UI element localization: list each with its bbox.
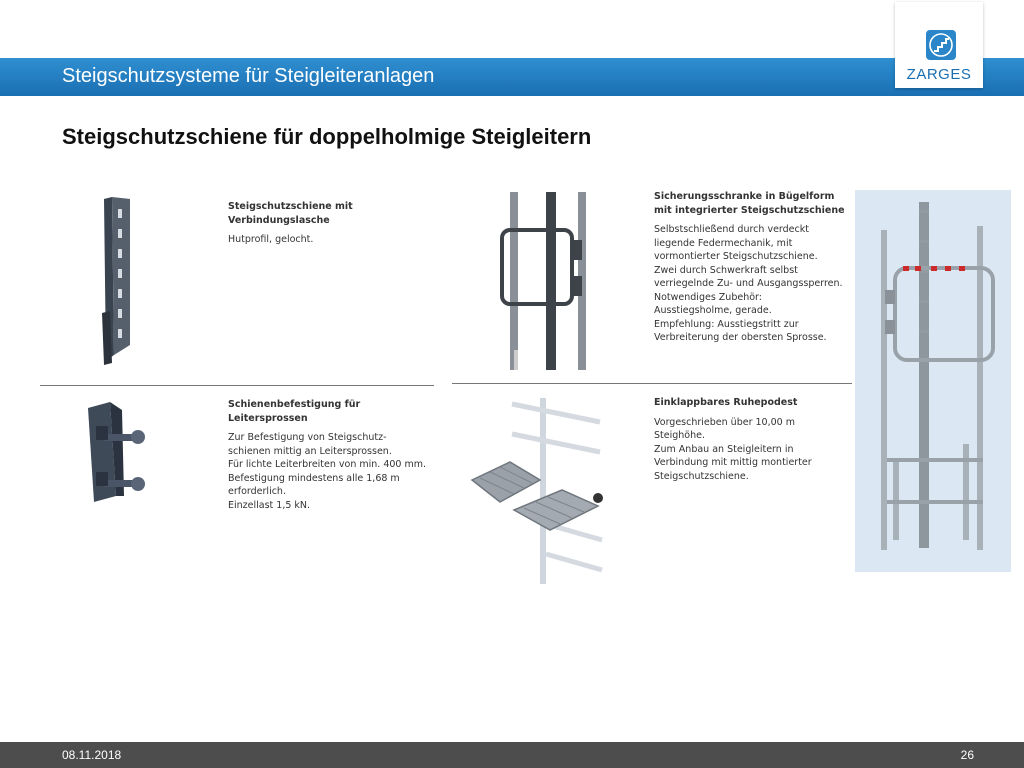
- bracket-product-image: [82, 400, 146, 504]
- zarges-logo-icon: [926, 30, 956, 60]
- product-text-rail: [228, 200, 448, 247]
- product-description: Hutprofil, gelocht.: [228, 234, 314, 245]
- product-description: Zur Befestigung von Steigschutz- schienen mittig an Leitersprossen. Für lichte Leiterbreiten von min. 400 mm. Befestigung mindestens alle 1,68 m erforderlich. Einzellast 1,5 kN.: [228, 432, 427, 511]
- zarges-logo: [895, 2, 983, 88]
- product-heading: Sicherungsschranke in Bügelform mit integrierter Steigschutzschiene: [654, 191, 845, 216]
- logo-wordmark: ZARGES: [906, 66, 972, 83]
- product-text-gate: [654, 190, 854, 345]
- platform-product-image: [466, 398, 616, 588]
- divider-left: [40, 385, 434, 386]
- product-heading: Einklappbares Ruhepodest: [654, 397, 798, 408]
- product-description: Selbstschließend durch verdeckt liegende Federmechanik, mit vormontierter Steigschutzschiene. Zwei durch Schwerkraft selbst verriegelnde Zu- und Ausgangssperren. Notwendiges Zubehör: Ausstiegsholme, gerade. Empfehlung: Ausstiegstritt zur Verbreiterung der obersten Sprosse.: [654, 224, 843, 343]
- product-description: Vorgeschrieben über 10,00 m Steighöhe. Zum Anbau an Steigleitern in Verbindung mit mittig montierter Steigschutzschiene.: [654, 416, 812, 482]
- ladder-system-image: [855, 190, 1011, 572]
- footer-bar: [0, 742, 1024, 768]
- product-text-bracket: [228, 398, 448, 512]
- footer-date: 08.11.2018: [62, 748, 122, 762]
- header-bar: [0, 58, 1024, 96]
- gate-product-image: [500, 190, 600, 372]
- divider-right: [452, 383, 852, 384]
- rail-product-image: [96, 195, 140, 367]
- header-subtitle: Steigschutzsysteme für Steigleiteranlagen: [62, 65, 435, 87]
- product-text-platform: [654, 396, 854, 483]
- page-number: 26: [960, 748, 974, 762]
- product-heading: Steigschutzschiene mit Verbindungslasche: [228, 201, 353, 226]
- product-heading: Schienenbefestigung für Leitersprossen: [228, 399, 361, 424]
- page-title: Steigschutzschiene für doppelholmige Steigleitern: [62, 124, 592, 149]
